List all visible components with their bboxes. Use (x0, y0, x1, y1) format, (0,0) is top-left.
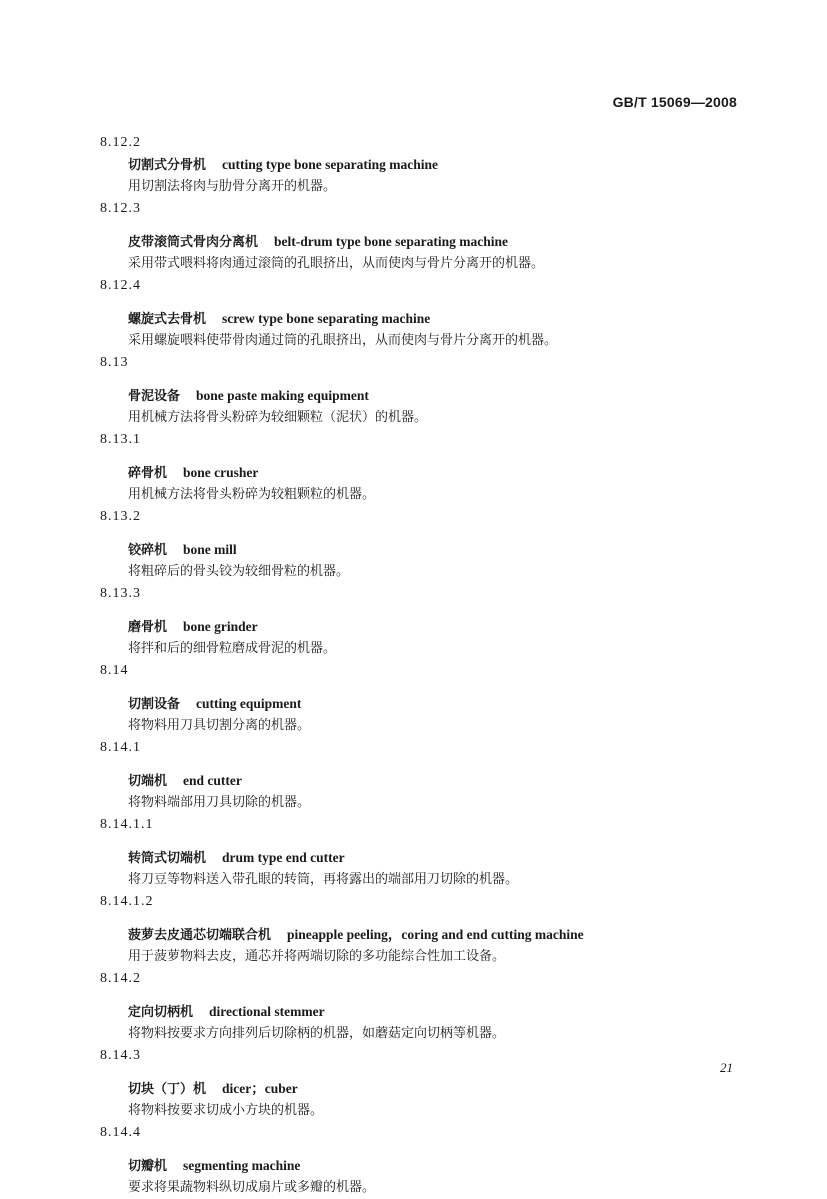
term-entry (0, 352, 827, 429)
term-definition: 用切割法将肉与肋骨分离开的机器。 (128, 179, 337, 194)
term-entry (0, 737, 827, 814)
term-entry (0, 968, 827, 1045)
term-english: bone mill (183, 542, 237, 557)
term-definition: 将物料按要求方向排列后切除柄的机器，如蘑菇定向切柄等机器。 (128, 1026, 506, 1041)
standard-code-header: GB/T 15069—2008 (612, 94, 737, 110)
term-entry (0, 1122, 827, 1199)
term-entry (0, 429, 827, 506)
term-entry (0, 275, 827, 352)
term-chinese: 骨泥设备 (128, 389, 181, 404)
term-heading (0, 770, 827, 792)
term-chinese: 碎骨机 (128, 466, 168, 481)
term-number: 8.12.2 (100, 135, 141, 150)
term-entry (0, 506, 827, 583)
term-heading (0, 693, 827, 715)
term-definition: 用机械方法将骨头粉碎为较粗颗粒的机器。 (128, 487, 376, 502)
term-english: pineapple peeling，coring and end cutting machine (287, 927, 584, 942)
term-chinese: 磨骨机 (128, 620, 168, 635)
term-english: segmenting machine (183, 1158, 301, 1173)
term-number: 8.12.4 (100, 278, 141, 293)
term-heading (0, 616, 827, 638)
term-number: 8.14.1 (100, 740, 141, 755)
term-number: 8.13.3 (100, 586, 141, 601)
term-heading (0, 1001, 827, 1023)
term-definition: 将物料按要求切成小方块的机器。 (128, 1103, 324, 1118)
term-definition: 将物料用刀具切割分离的机器。 (128, 718, 311, 733)
term-english: belt-drum type bone separating machine (274, 234, 509, 249)
term-chinese: 螺旋式去骨机 (128, 312, 207, 327)
term-chinese: 切瓣机 (128, 1159, 168, 1174)
term-english: cutting type bone separating machine (222, 157, 439, 172)
term-number: 8.14.1.2 (100, 894, 154, 909)
term-chinese: 菠萝去皮通芯切端联合机 (128, 928, 272, 943)
term-number: 8.14.3 (100, 1048, 141, 1063)
term-number: 8.14 (100, 663, 129, 678)
term-definition: 将粗碎后的骨头铰为较细骨粒的机器。 (128, 564, 350, 579)
term-chinese: 切端机 (128, 774, 168, 789)
term-heading (0, 1155, 827, 1177)
term-heading (0, 1078, 827, 1100)
term-definition: 用于菠萝物料去皮，通芯并将两端切除的多功能综合性加工设备。 (128, 949, 506, 964)
term-number: 8.13.1 (100, 432, 141, 447)
term-number: 8.14.4 (100, 1125, 141, 1140)
term-definition: 采用螺旋喂料使带骨肉通过筒的孔眼挤出，从而使肉与骨片分离开的机器。 (128, 333, 558, 348)
term-heading (0, 308, 827, 330)
term-heading (0, 154, 827, 176)
term-entry (0, 198, 827, 275)
term-entry (0, 660, 827, 737)
term-english: bone crusher (183, 465, 259, 480)
term-definition: 将刀豆等物料送入带孔眼的转筒，再将露出的端部用刀切除的机器。 (128, 872, 519, 887)
page-number: 21 (720, 1060, 733, 1075)
term-chinese: 转筒式切端机 (128, 851, 207, 866)
term-english: drum type end cutter (222, 850, 345, 865)
term-definition: 将物料端部用刀具切除的机器。 (128, 795, 311, 810)
term-heading (0, 539, 827, 561)
term-entry (0, 814, 827, 891)
term-entry (0, 583, 827, 660)
term-entry (0, 1045, 827, 1122)
term-english: directional stemmer (209, 1004, 325, 1019)
term-chinese: 皮带滚筒式骨肉分离机 (128, 235, 259, 250)
term-heading (0, 462, 827, 484)
term-english: dicer；cuber (222, 1081, 298, 1096)
term-heading (0, 231, 827, 253)
term-number: 8.14.1.1 (100, 817, 154, 832)
term-number: 8.13.2 (100, 509, 141, 524)
term-definition: 要求将果蔬物料纵切成扇片或多瓣的机器。 (128, 1180, 376, 1195)
term-english: bone grinder (183, 619, 258, 634)
term-english: bone paste making equipment (196, 388, 369, 403)
term-number: 8.13 (100, 355, 129, 370)
term-definition: 采用带式喂料将肉通过滚筒的孔眼挤出，从而使肉与骨片分离开的机器。 (128, 256, 545, 271)
term-english: end cutter (183, 773, 242, 788)
term-entries (0, 132, 827, 1199)
term-chinese: 切割设备 (128, 697, 181, 712)
term-chinese: 切块（丁）机 (128, 1082, 207, 1097)
term-heading (0, 385, 827, 407)
term-heading (0, 924, 827, 946)
term-definition: 将拌和后的细骨粒磨成骨泥的机器。 (128, 641, 337, 656)
term-heading (0, 847, 827, 869)
term-chinese: 定向切柄机 (128, 1005, 194, 1020)
term-chinese: 铰碎机 (128, 543, 168, 558)
term-entry (0, 132, 827, 198)
term-number: 8.12.3 (100, 201, 141, 216)
term-definition: 用机械方法将骨头粉碎为较细颗粒（泥状）的机器。 (128, 410, 428, 425)
term-number: 8.14.2 (100, 971, 141, 986)
term-english: screw type bone separating machine (222, 311, 431, 326)
term-english: cutting equipment (196, 696, 302, 711)
term-chinese: 切割式分骨机 (128, 158, 207, 173)
term-entry (0, 891, 827, 968)
